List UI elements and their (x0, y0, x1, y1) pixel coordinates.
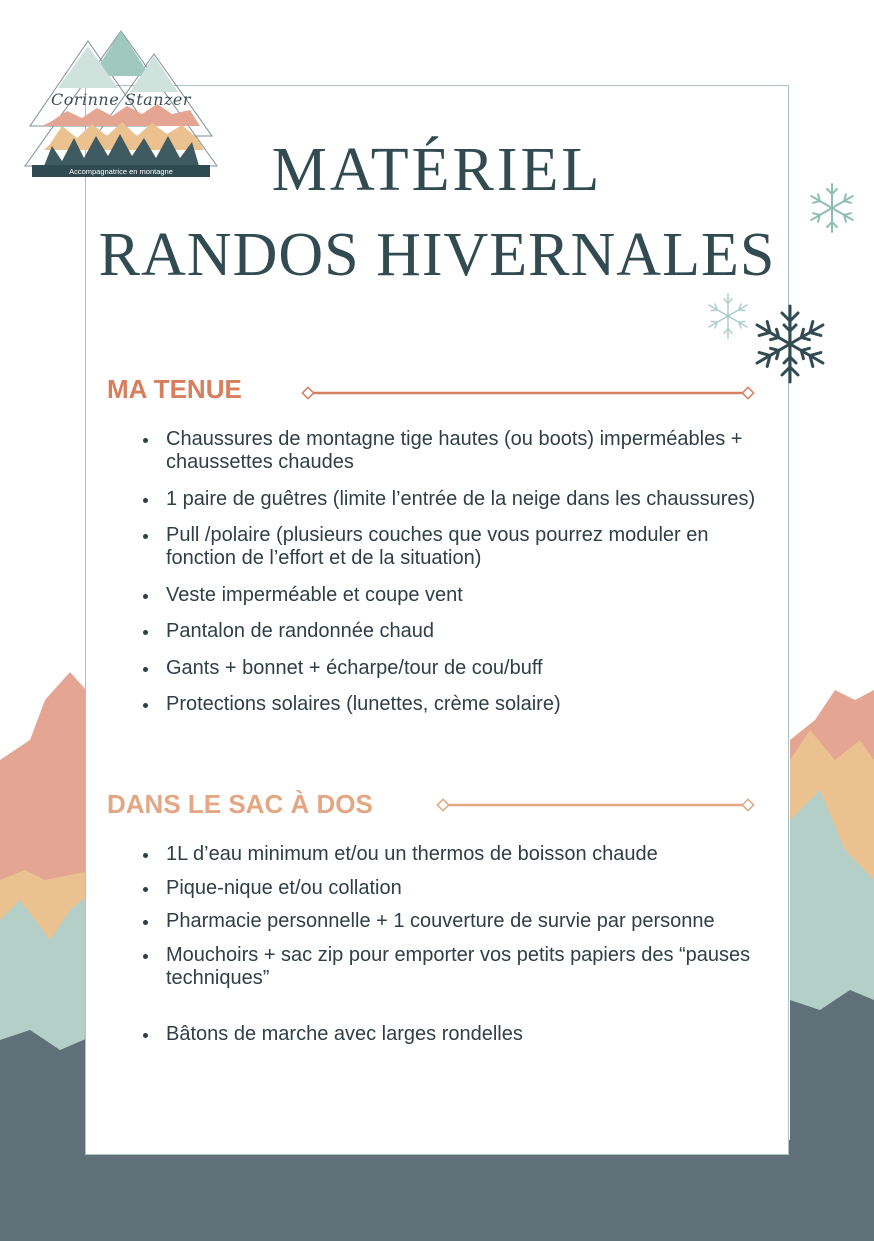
section-heading-sac: DANS LE SAC À DOS (107, 789, 373, 819)
list-item: Chaussures de montagne tige hautes (ou boots) imperméables + chaussettes chaudes (140, 428, 760, 474)
list-item: Mouchoirs + sac zip pour emporter vos petits papiers des “pauses techniques” (140, 944, 760, 990)
section-divider (300, 385, 756, 401)
snowflake-icon (703, 292, 753, 340)
list-item: Pique-nique et/ou collation (140, 877, 760, 900)
snowflake-icon (806, 182, 858, 234)
snowflake-icon (753, 303, 827, 385)
section-heading-tenue: MA TENUE (107, 374, 242, 404)
list-item: Bâtons de marche avec larges rondelles (140, 1023, 760, 1046)
list-item: Gants + bonnet + écharpe/tour de cou/buff (140, 657, 760, 680)
list-item: 1 paire de guêtres (limite l’entrée de la neige dans les chaussures) (140, 488, 760, 511)
section-divider (435, 797, 756, 813)
brand-logo (22, 26, 220, 180)
page-title-line1: MATÉRIEL (271, 136, 603, 204)
list-item: 1L d’eau minimum et/ou un thermos de boisson chaude (140, 843, 760, 866)
logo-tagline: Accompagnatrice en montagne (69, 167, 173, 176)
list-item: Veste imperméable et coupe vent (140, 584, 760, 607)
list-item: Pantalon de randonnée chaud (140, 620, 760, 643)
list-item: Pharmacie personnelle + 1 couverture de survie par personne (140, 910, 760, 933)
bottom-slate-ground (0, 1140, 874, 1241)
sac-list (140, 843, 760, 1056)
list-item: Protections solaires (lunettes, crème solaire) (140, 693, 760, 716)
tenue-list (140, 428, 760, 730)
page-title-line2: RANDOS HIVERNALES (98, 221, 776, 289)
logo-name: Corinne Stanzer (50, 90, 192, 109)
list-item: Pull /polaire (plusieurs couches que vous pourrez moduler en fonction de l’effort et de la situation) (140, 524, 760, 570)
